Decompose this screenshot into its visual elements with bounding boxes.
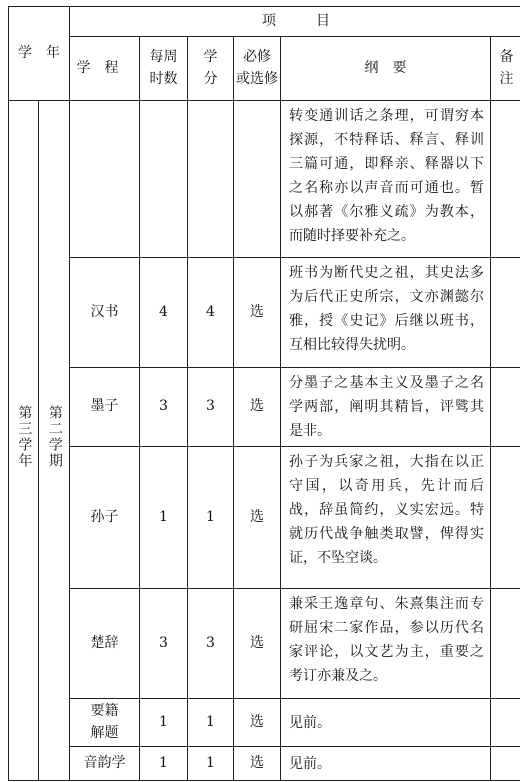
hours-value: 4 [159,303,168,320]
term-cell [39,101,70,781]
course-cell [70,699,140,747]
type-cell [234,747,281,781]
header-course-label: 学程 [76,59,133,76]
header-remarks-label: 备 注 [499,48,514,87]
type-cell [234,368,281,447]
type-value: 选 [250,634,264,651]
course-cell [70,447,140,589]
type-value: 选 [250,713,264,730]
hours-cell [140,747,188,781]
hours-value: 3 [159,634,168,651]
outline-text: 转变通训话之条理，可谓穷本探源，不特释话、释言、释训三篇可通，即释亲、释器以下之名称亦以声音而可通也。暂以郝著《尔雅义疏》为教本，而随时择要补充之。 [289,108,484,244]
hours-cell [140,447,188,589]
remarks-cell [491,747,520,781]
remarks-cell [491,447,520,589]
type-value: 选 [250,303,264,320]
type-cell [234,589,281,699]
course-name: 汉书 [90,303,119,320]
credits-cell [188,101,234,258]
header-remarks [491,37,520,101]
credits-value: 3 [206,634,215,651]
header-year-label: 学 年 [18,44,60,61]
outline-cell [281,258,491,368]
outline-text: 见前。 [289,714,331,731]
table-row [9,447,520,589]
course-name: 音韵学 [83,754,126,771]
hours-cell [140,368,188,447]
type-value: 选 [250,508,264,525]
credits-value: 4 [206,303,215,320]
table-row [9,699,520,747]
type-value: 选 [250,398,264,415]
course-name: 孙子 [90,508,119,525]
outline-cell [281,699,491,747]
header-credits-label: 学 分 [203,48,218,87]
type-cell [234,699,281,747]
credits-value: 1 [206,713,215,730]
credits-cell [188,447,234,589]
remarks-cell [491,368,520,447]
term-label: 第二学期 [46,404,63,469]
credits-cell [188,258,234,368]
outline-text: 孙子为兵家之祖，大指在以正守国，以奇用兵，先计而后战，辞虽简约，义实宏远。特就历代战争触类取譬，俾得实证，不坠空谈。 [289,454,484,566]
header-required-label: 必修 或选修 [236,48,278,87]
header-items [70,7,520,37]
header-required [234,37,281,101]
outline-cell [281,447,491,589]
table-row [9,368,520,447]
remarks-cell [491,101,520,258]
type-cell [234,101,281,258]
header-course [70,37,140,101]
type-cell [234,447,281,589]
header-outline-label: 纲 要 [364,59,407,76]
table-row [9,747,520,781]
outline-cell [281,589,491,699]
outline-text: 班书为断代史之祖，其史法多为后代正史所宗，文亦渊懿尔雅，授《史记》后继以班书，互相比较得失扰明。 [289,265,484,353]
hours-value: 1 [159,713,168,730]
curriculum-table [8,6,520,781]
course-cell [70,747,140,781]
type-value: 选 [250,754,264,771]
year-cell [9,101,39,781]
remarks-cell [491,258,520,368]
course-name: 墨子 [90,398,119,415]
remarks-cell [491,589,520,699]
course-name: 要籍 解题 [90,702,119,741]
outline-text: 兼采王逸章句、朱熹集注而专研屈宋二家作品，参以历代名家评论，以文艺为主，重要之考订亦兼及之。 [289,596,484,684]
table-row [9,258,520,368]
course-name: 楚辞 [90,634,119,651]
header-outline [281,37,491,101]
course-cell [70,258,140,368]
hours-value: 1 [159,508,168,525]
course-cell [70,589,140,699]
header-items-label: 项目 [262,12,371,29]
credits-cell [188,747,234,781]
outline-cell [281,368,491,447]
credits-value: 1 [206,754,215,771]
outline-text: 分墨子之基本主义及墨子之名学两部，阐明其精旨，评骘其是非。 [289,375,484,439]
hours-cell [140,101,188,258]
year-label: 第三学年 [16,404,33,469]
course-cell [70,368,140,447]
credits-value: 3 [206,398,215,415]
hours-cell [140,258,188,368]
type-cell [234,258,281,368]
outline-cell [281,747,491,781]
remarks-cell [491,699,520,747]
course-cell [70,101,140,258]
credits-cell [188,589,234,699]
outline-text: 见前。 [289,755,331,772]
outline-cell [281,101,491,258]
header-hours [140,37,188,101]
credits-cell [188,699,234,747]
table-row [9,589,520,699]
hours-cell [140,699,188,747]
header-hours-label: 每周 时数 [149,48,178,87]
header-year [9,7,70,101]
credits-value: 1 [206,508,215,525]
hours-value: 3 [159,398,168,415]
hours-value: 1 [159,754,168,771]
hours-cell [140,589,188,699]
table-row [9,101,520,258]
header-credits [188,37,234,101]
credits-cell [188,368,234,447]
